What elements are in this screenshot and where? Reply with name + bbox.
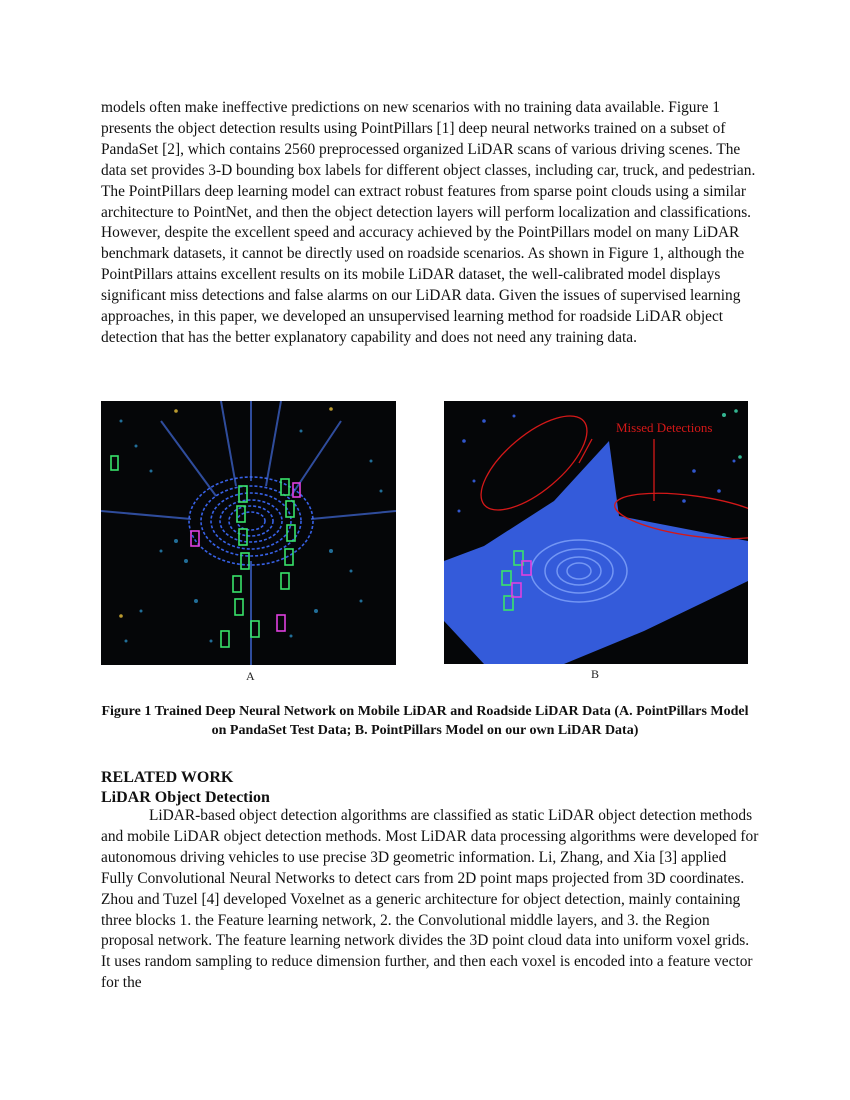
lidar-scan-b-image (444, 401, 748, 664)
figure-caption: Figure 1 Trained Deep Neural Network on Mobile LiDAR and Roadside LiDAR Data (A. PointPillars Model on PandaSet Test Data; B. PointPillars Model on our own LiDAR Data) (101, 704, 749, 738)
missed-detections-annotation: Missed Detections (616, 420, 713, 435)
panel-b-label: B (591, 667, 600, 681)
lidar-scan-a-image (101, 401, 396, 665)
subsection-heading-lidar-object-detection: LiDAR Object Detection (101, 789, 270, 806)
intro-paragraph: models often make ineffective predictions on new scenarios with no training data available. Figure 1 presents the object detection results using PointPillars [1] deep neural networks trained on a subset of PandaSet [2], which contains 2560 preprocessed organized LiDAR scans of various driving scenes. The data set provides 3-D bounding box labels for different object classes, including car, truck, and pedestrian. The PointPillars deep learning model can extract robust features from sparse point clouds using a similar architecture to PointNet, and then the object detection layers will perform localization and classifications. However, despite the excellent speed and accuracy achieved by the PointPillars model on many LiDAR benchmark datasets, it cannot be directly used on roadside scenarios. As shown in Figure 1, although the PointPillars attains excellent results on its mobile LiDAR dataset, the well-calibrated model displays significant miss detections and false alarms on our LiDAR data. Given the issues of supervised learning approaches, in this paper, we developed an unsupervised learning method for roadside LiDAR object detection that has the better explanatory capability and does not need any training data. (101, 99, 756, 346)
related-work-paragraph-text: LiDAR-based object detection algorithms are classified as static LiDAR object detection methods and mobile LiDAR object detection methods. Most LiDAR data processing algorithms were developed for autonomous driving vehicles to use precise 3D geometric information. Li, Zhang, and Xia [3] applied Fully Convolutional Neural Networks to detect cars from 2D point maps projected from 3D coordinates. Zhou and Tuzel [4] developed Voxelnet as a generic architecture for object detection, mainly containing three blocks 1. the Feature learning network, 2. the Convolutional middle layers, and 3. the Region proposal network. The feature learning network divides the 3D point cloud data into uniform voxel grids. It uses random sampling to reduce dimension further, and then each voxel is encoded into a feature vector for the (101, 807, 759, 992)
related-work-paragraph (101, 806, 761, 994)
figure-panel-a-pointpillars-pandaset (101, 401, 396, 665)
section-heading-related-work: RELATED WORK (101, 769, 234, 786)
panel-a-label: A (246, 669, 255, 683)
figure-panel-b-pointpillars-roadside (444, 401, 748, 664)
